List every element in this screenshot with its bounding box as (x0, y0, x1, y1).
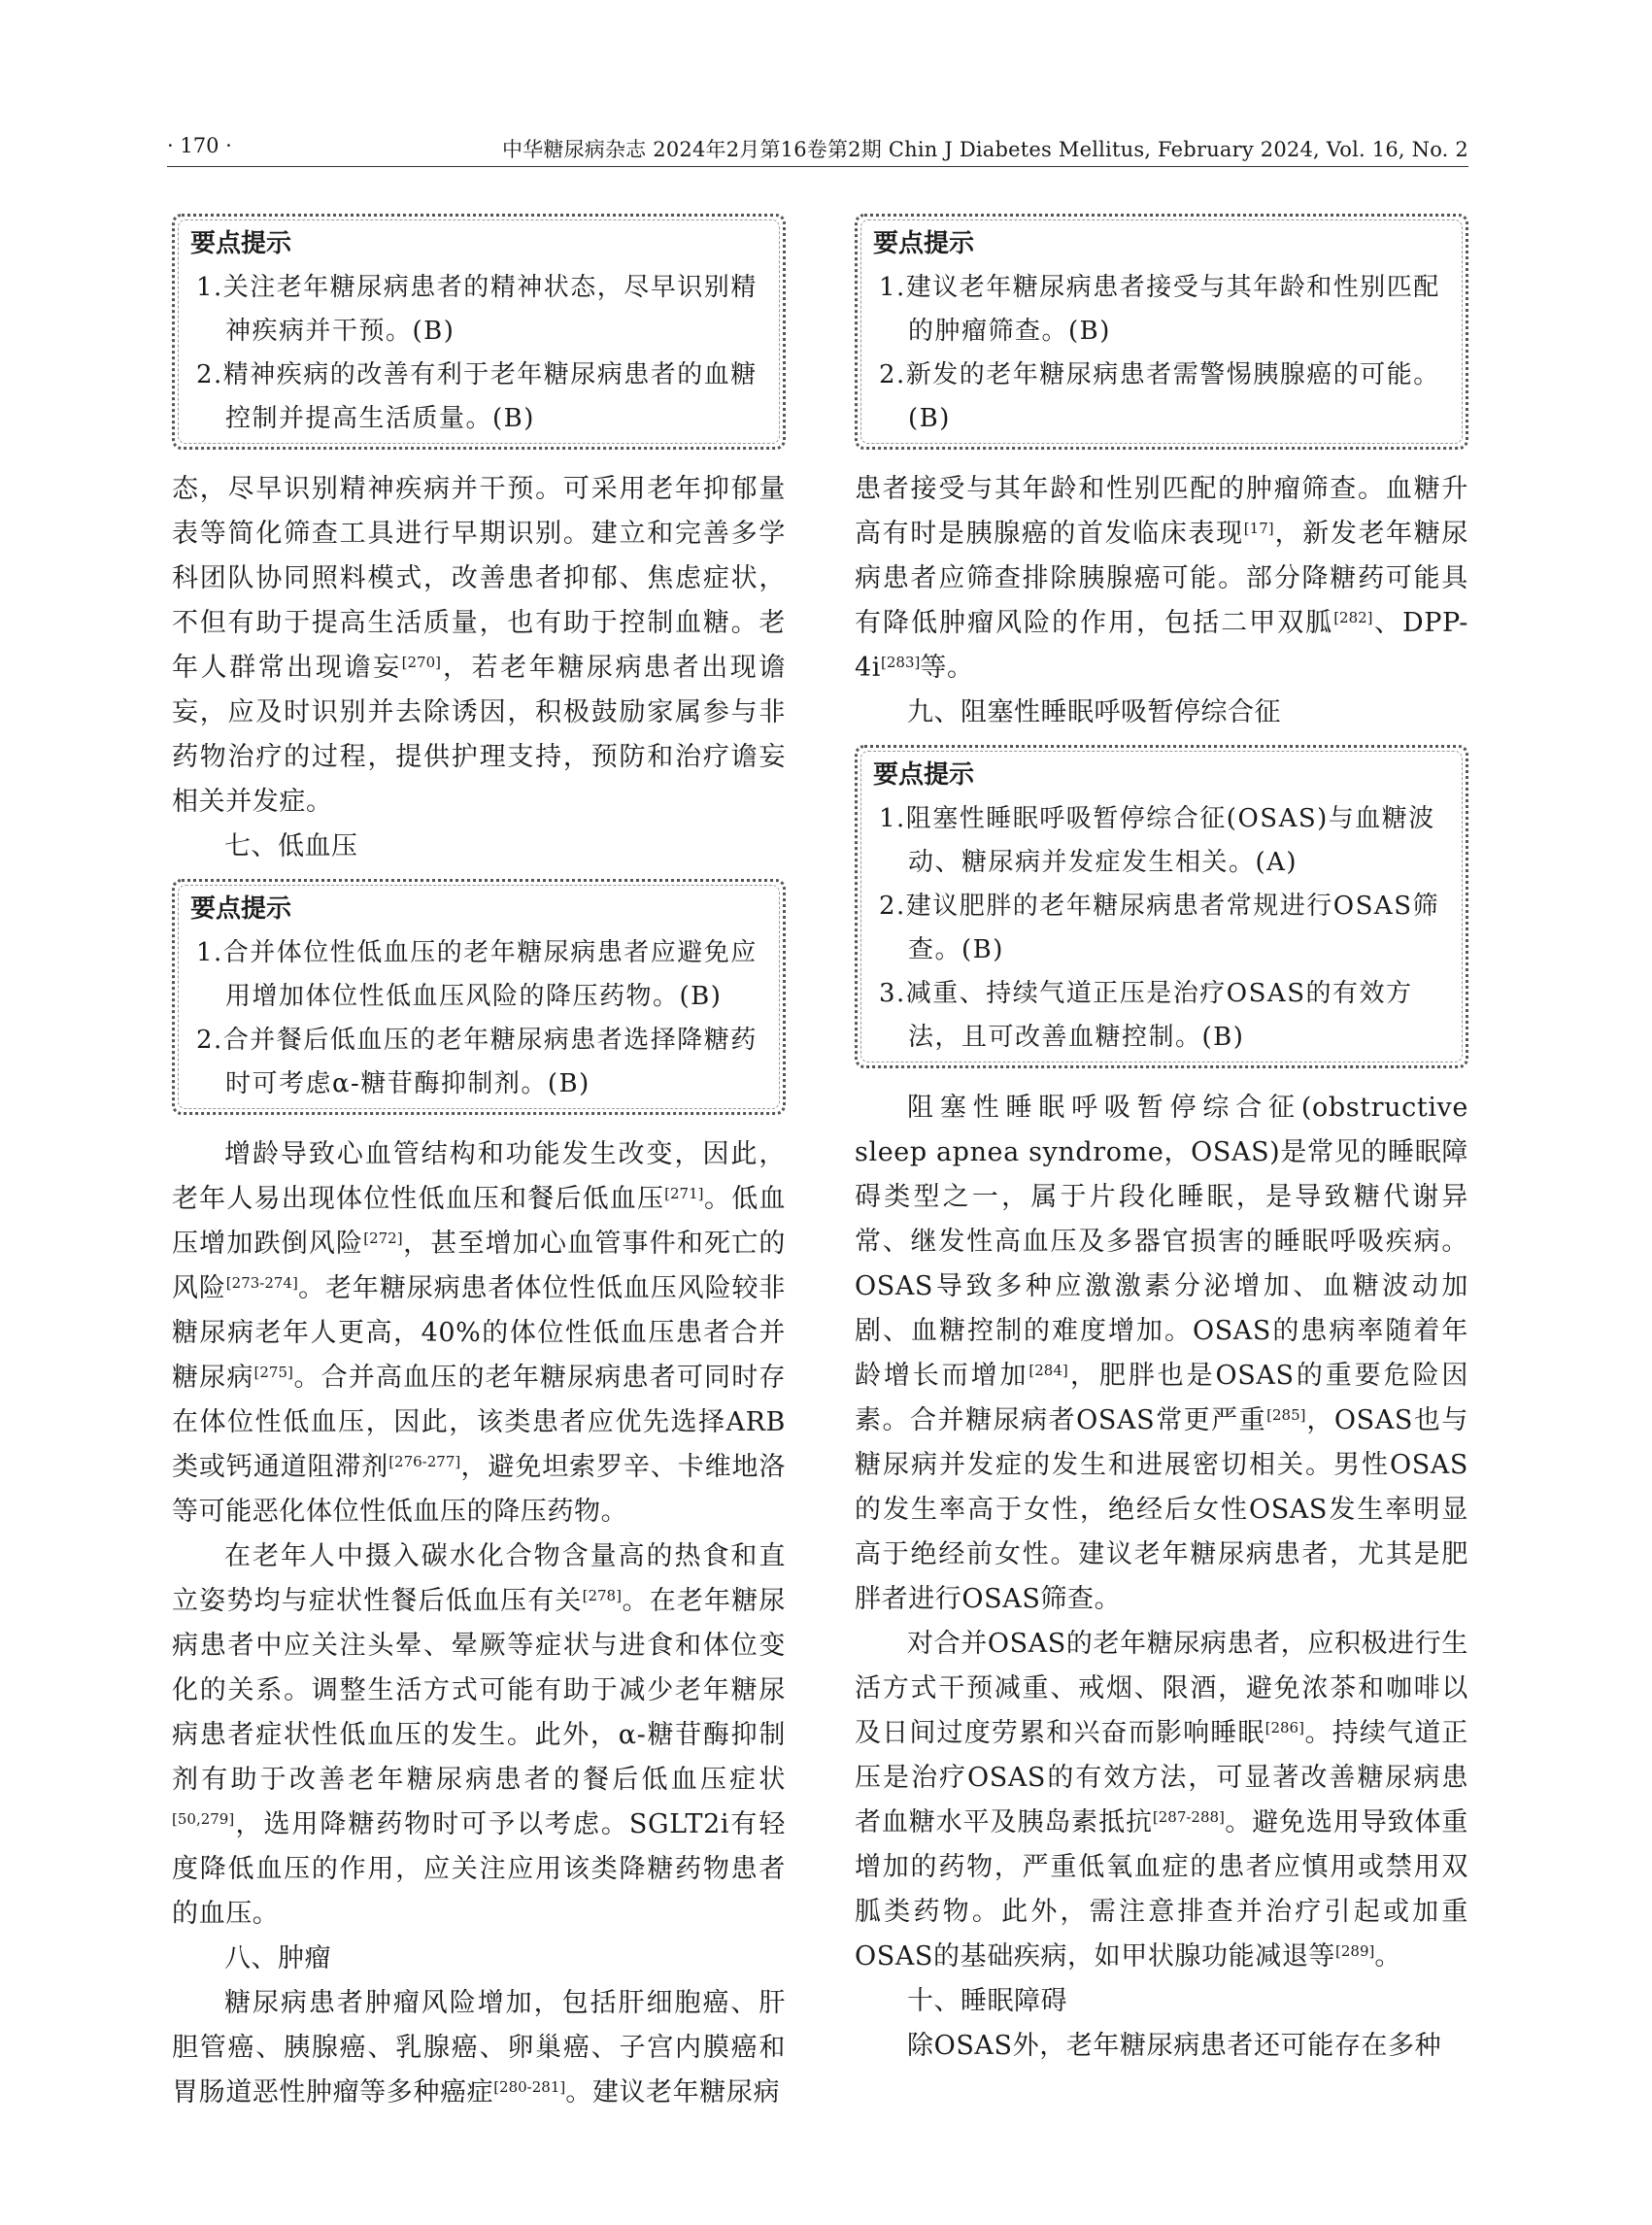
citation: [276-277] (388, 1453, 461, 1470)
key-point-item: 1.关注老年糖尿病患者的精神状态，尽早识别精神疾病并干预。(B) (196, 273, 758, 346)
key-points-title: 要点提示 (873, 760, 975, 790)
header-rule (167, 166, 1468, 167)
citation: [275] (253, 1364, 293, 1381)
page-number: · 170 · (167, 134, 232, 157)
paragraph-tumor: 糖尿病患者肿瘤风险增加，包括肝细胞癌、肝胆管癌、胰腺癌、乳腺癌、卵巢癌、子宫内膜癌和胃肠道恶性肿瘤等多种癌症[280-281]。建议老年糖尿病 (172, 1988, 786, 2107)
key-points-title: 要点提示 (873, 229, 975, 258)
citation: [284] (1028, 1362, 1068, 1379)
paragraph-osas-1: 阻塞性睡眠呼吸暂停综合征(obstructive sleep apnea syndrome，OSAS)是常见的睡眠障碍类型之一，属于片段化睡眠，是导致糖代谢异常、继发性高血压及多器官损害的睡眠呼吸疾病。OSAS导致多种应激激素分泌增加、血糖波动加剧、血糖控制的难度增加。OSAS的患病率随着年龄增长而增加[284]，肥胖也是OSAS的重要危险因素。合并糖尿病者OSAS常更严重[285]，OSAS也与糖尿病并发症的发生和进展密切相关。男性OSAS的发生率高于女性，绝经后女性OSAS发生率明显高于绝经前女性。建议老年糖尿病患者，尤其是肥胖者进行OSAS筛查。 (855, 1093, 1468, 1614)
key-point-item: 2.精神疾病的改善有利于老年糖尿病患者的血糖控制并提高生活质量。(B) (196, 360, 758, 433)
key-point-item: 3.减重、持续气道正压是治疗OSAS的有效方法，且可改善血糖控制。(B) (879, 979, 1413, 1052)
key-points-title: 要点提示 (190, 894, 292, 924)
citation: [286] (1264, 1719, 1304, 1736)
paragraph-mental-health: 态，尽早识别精神疾病并干预。可采用老年抑郁量表等简化筛查工具进行早期识别。建立和完善多学科团队协同照料模式，改善患者抑郁、焦虑症状，不但有助于提高生活质量，也有助于控制血糖。老年人群常出现谵妄[270]，若老年糖尿病患者出现谵妄，应及时识别并去除诱因，积极鼓励家属参与非药物治疗的过程，提供护理支持，预防和治疗谵妄相关并发症。 (172, 474, 786, 817)
citation: [285] (1266, 1406, 1306, 1424)
paragraph-sleep-disorder: 除OSAS外，老年糖尿病患者还可能存在多种 (907, 2031, 1442, 2061)
citation: [283] (881, 654, 921, 671)
key-points-title: 要点提示 (190, 229, 292, 258)
journal-citation: 中华糖尿病杂志 2024年2月第16卷第2期 Chin J Diabetes Mellitus, February 2024, Vol. 16, No. 2 (501, 138, 1468, 161)
citation: [272] (363, 1230, 403, 1247)
key-point-item: 2.新发的老年糖尿病患者需警惕胰腺癌的可能。(B) (879, 360, 1440, 433)
key-point-item: 2.建议肥胖的老年糖尿病患者常规进行OSAS筛查。(B) (879, 892, 1440, 964)
key-point-item: 2.合并餐后低血压的老年糖尿病患者选择降糖药时可考虑α-糖苷酶抑制剂。(B) (196, 1026, 758, 1098)
citation: [280-281] (493, 2078, 566, 2096)
key-points-box-hypotension (172, 879, 786, 1115)
key-point-item: 1.建议老年糖尿病患者接受与其年龄和性别匹配的肿瘤筛查。(B) (879, 273, 1440, 346)
citation: [273-274] (225, 1274, 298, 1292)
key-point-item: 1.阻塞性睡眠呼吸暂停综合征(OSAS)与血糖波动、糖尿病并发症发生相关。(A) (879, 804, 1435, 877)
key-point-item: 1.合并体位性低血压的老年糖尿病患者应避免应用增加体位性低血压风险的降压药物。(B) (196, 938, 758, 1011)
citation: [282] (1333, 609, 1373, 626)
right-column (855, 204, 1468, 2069)
key-points-box-tumor (855, 214, 1468, 450)
left-column (172, 204, 786, 2115)
paragraph-hypotension-2: 在老年人中摄入碳水化合物含量高的热食和直立姿势均与症状性餐后低血压有关[278]。在老年糖尿病患者中应关注头晕、晕厥等症状与进食和体位变化的关系。调整生活方式可能有助于减少老年糖尿病患者症状性低血压的发生。此外，α-糖苷酶抑制剂有助于改善老年糖尿病患者的餐后低血压症状[50,279]，选用降糖药物时可予以考虑。SGLT2i有轻度降低血压的作用，应关注应用该类降糖药物患者的血压。 (172, 1541, 786, 1929)
citation: [289] (1335, 1942, 1375, 1960)
paragraph-hypotension-1: 增龄导致心血管结构和功能发生改变，因此，老年人易出现体位性低血压和餐后低血压[271]。低血压增加跌倒风险[272]，甚至增加心血管事件和死亡的风险[273-274]。老年糖尿病患者体位性低血压风险较非糖尿病老年人更高，40%的体位性低血压患者合并糖尿病[275]。合并高血压的老年糖尿病患者可同时存在体位性低血压，因此，该类患者应优先选择ARB类或钙通道阻滞剂[276-277]，避免坦索罗辛、卡维地洛等可能恶化体位性低血压的降压药物。 (172, 1139, 786, 1527)
citation: [271] (664, 1185, 704, 1202)
citation: [17] (1243, 520, 1274, 537)
citation: [287-288] (1152, 1808, 1225, 1826)
citation: [278] (582, 1587, 622, 1604)
section-heading-osas: 九、阻塞性睡眠呼吸暂停综合征 (907, 697, 1281, 727)
section-heading-tumor: 八、肿瘤 (224, 1943, 331, 1973)
section-heading-sleep-disorder: 十、睡眠障碍 (907, 1986, 1067, 2016)
paragraph-osas-2: 对合并OSAS的老年糖尿病患者，应积极进行生活方式干预减重、戒烟、限酒，避免浓茶和咖啡以及日间过度劳累和兴奋而影响睡眠[286]。持续气道正压是治疗OSAS的有效方法，可显著改善糖尿病患者血糖水平及胰岛素抵抗[287-288]。避免选用导致体重增加的药物，严重低氧血症的患者应慎用或禁用双胍类药物。此外，需注意排查并治疗引起或加重OSAS的基础疾病，如甲状腺功能减退等[289]。 (855, 1629, 1468, 1972)
key-points-box-mental (172, 214, 786, 450)
key-points-box-osas (855, 745, 1468, 1068)
citation: [50,279] (172, 1810, 235, 1828)
running-header (167, 134, 1468, 167)
section-heading-hypotension: 七、低血压 (224, 831, 358, 861)
paragraph-tumor-screening: 患者接受与其年龄和性别匹配的肿瘤筛查。血糖升高有时是胰腺癌的首发临床表现[17]，新发老年糖尿病患者应筛查排除胰腺癌可能。部分降糖药可能具有降低肿瘤风险的作用，包括二甲双胍[282]、DPP-4i[283]等。 (855, 474, 1468, 683)
citation: [270] (401, 654, 441, 671)
